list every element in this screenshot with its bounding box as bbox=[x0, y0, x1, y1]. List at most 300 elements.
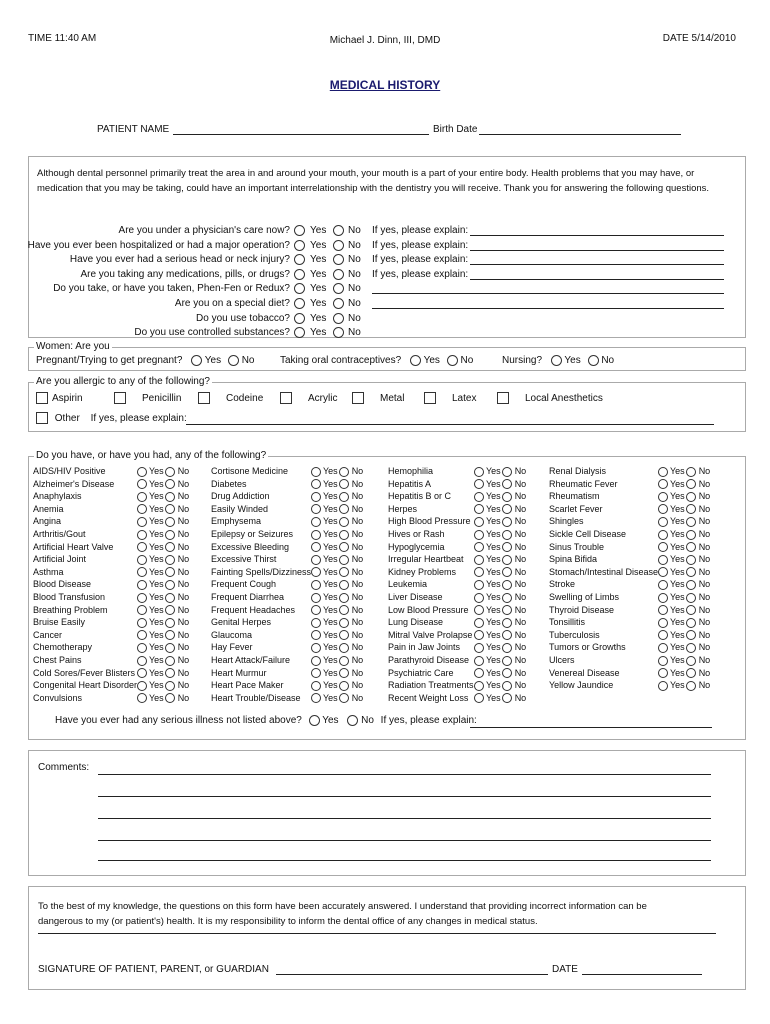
question-no-radio[interactable] bbox=[333, 327, 344, 338]
condition-row bbox=[549, 679, 718, 691]
condition-yes-radio[interactable] bbox=[311, 605, 321, 615]
condition-no-radio[interactable] bbox=[339, 693, 349, 703]
condition-no-radio[interactable] bbox=[502, 492, 512, 502]
condition-yes-label: Yes bbox=[323, 478, 338, 489]
attestation-text: To the best of my knowledge, the questions on this form have been accurately answered. I understand that providing incorrect information can be dangerous to my (or patient's) health. It is my responsibility to inform the dental office of any changes in medical status. bbox=[38, 901, 647, 927]
condition-yes-radio[interactable] bbox=[474, 618, 484, 628]
condition-no-label: No bbox=[351, 604, 364, 615]
condition-yes-radio[interactable] bbox=[474, 668, 484, 678]
condition-yes-radio[interactable] bbox=[137, 593, 147, 603]
condition-yes-radio[interactable] bbox=[474, 643, 484, 653]
condition-yes-radio[interactable] bbox=[137, 517, 147, 527]
condition-no-radio[interactable] bbox=[686, 618, 696, 628]
condition-no-label: No bbox=[698, 503, 711, 514]
condition-no-radio[interactable] bbox=[165, 504, 175, 514]
question-yes-radio[interactable] bbox=[294, 269, 305, 280]
condition-row bbox=[211, 591, 371, 603]
question-yes-radio[interactable] bbox=[294, 254, 305, 265]
condition-no-radio[interactable] bbox=[686, 605, 696, 615]
condition-label: Pain in Jaw Joints bbox=[388, 642, 461, 653]
condition-no-radio[interactable] bbox=[165, 656, 175, 666]
condition-yes-radio[interactable] bbox=[137, 605, 147, 615]
condition-no-radio[interactable] bbox=[686, 643, 696, 653]
question-label: Are you taking any medications, pills, or drugs? bbox=[80, 268, 290, 280]
condition-yes-no bbox=[658, 578, 710, 590]
condition-row bbox=[33, 465, 197, 477]
condition-no-label: No bbox=[514, 592, 527, 602]
condition-yes-radio[interactable] bbox=[658, 593, 668, 603]
condition-no-radio[interactable] bbox=[339, 643, 349, 653]
condition-no-label: No bbox=[177, 491, 190, 502]
condition-no-radio[interactable] bbox=[165, 492, 175, 502]
question-yes-radio[interactable] bbox=[294, 298, 305, 309]
condition-no-label: No bbox=[177, 579, 190, 590]
condition-yes-radio[interactable] bbox=[474, 605, 484, 615]
allergy-checkbox[interactable] bbox=[424, 392, 436, 404]
question-no-radio[interactable] bbox=[333, 313, 344, 324]
question-explain-field[interactable] bbox=[372, 308, 724, 309]
allergy-other-checkbox[interactable] bbox=[36, 412, 48, 424]
condition-label: Hemophilia bbox=[388, 466, 434, 476]
condition-no-radio[interactable] bbox=[339, 542, 349, 552]
condition-no-radio[interactable] bbox=[686, 630, 696, 640]
condition-yes-radio[interactable] bbox=[311, 517, 321, 527]
condition-label: Genital Herpes bbox=[211, 617, 272, 628]
question-explain-field[interactable] bbox=[470, 250, 724, 251]
condition-no-label: No bbox=[177, 604, 190, 615]
condition-yes-radio[interactable] bbox=[474, 530, 484, 540]
question-no-radio[interactable] bbox=[333, 269, 344, 280]
allergy-checkbox[interactable] bbox=[198, 392, 210, 404]
condition-yes-radio[interactable] bbox=[658, 555, 668, 565]
condition-yes-radio[interactable] bbox=[658, 492, 668, 502]
question-label: Have you ever had a serious head or neck injury? bbox=[69, 254, 290, 266]
condition-yes-radio[interactable] bbox=[658, 656, 668, 666]
condition-no-label: No bbox=[514, 478, 527, 489]
condition-no-radio[interactable] bbox=[339, 681, 349, 691]
condition-yes-radio[interactable] bbox=[474, 630, 484, 640]
condition-row bbox=[388, 679, 534, 691]
question-label: Do you take, or have you taken, Phen-Fen or Redux? bbox=[53, 283, 290, 295]
condition-label: Kidney Problems bbox=[388, 566, 457, 577]
nursing-yes-radio[interactable] bbox=[551, 355, 562, 366]
condition-no-radio[interactable] bbox=[686, 479, 696, 489]
condition-row bbox=[549, 465, 718, 477]
condition-label: Stomach/Intestinal Disease bbox=[549, 566, 659, 577]
question-no-radio[interactable] bbox=[333, 254, 344, 265]
condition-no-label: No bbox=[177, 516, 190, 527]
condition-no-radio[interactable] bbox=[165, 693, 175, 703]
condition-no-radio[interactable] bbox=[339, 567, 349, 577]
nursing-label: Nursing? bbox=[502, 355, 543, 367]
question-no-radio[interactable] bbox=[333, 240, 344, 251]
condition-no-radio[interactable] bbox=[339, 593, 349, 603]
contraceptives-no-radio[interactable] bbox=[447, 355, 458, 366]
condition-no-radio[interactable] bbox=[686, 467, 696, 477]
question-yes-radio[interactable] bbox=[294, 240, 305, 251]
condition-yes-radio[interactable] bbox=[137, 668, 147, 678]
condition-yes-radio[interactable] bbox=[137, 656, 147, 666]
question-no-radio[interactable] bbox=[333, 283, 344, 294]
condition-yes-radio[interactable] bbox=[311, 668, 321, 678]
condition-no-radio[interactable] bbox=[339, 555, 349, 565]
condition-no-label: No bbox=[514, 466, 527, 476]
condition-no-radio[interactable] bbox=[165, 567, 175, 577]
comments-line-1[interactable] bbox=[98, 774, 711, 775]
condition-yes-label: Yes bbox=[323, 491, 338, 502]
allergy-checkbox[interactable] bbox=[352, 392, 364, 404]
condition-yes-radio[interactable] bbox=[311, 580, 321, 590]
condition-no-radio[interactable] bbox=[165, 555, 175, 565]
condition-yes-label: Yes bbox=[323, 466, 338, 476]
condition-no-label: No bbox=[177, 554, 190, 565]
condition-row bbox=[211, 478, 371, 490]
condition-yes-radio[interactable] bbox=[137, 530, 147, 540]
serious-illness-yes-radio[interactable] bbox=[309, 715, 320, 726]
condition-no-radio[interactable] bbox=[165, 681, 175, 691]
condition-yes-radio[interactable] bbox=[137, 504, 147, 514]
condition-no-radio[interactable] bbox=[502, 681, 512, 691]
allergy-checkbox[interactable] bbox=[280, 392, 292, 404]
condition-no-radio[interactable] bbox=[165, 643, 175, 653]
condition-no-radio[interactable] bbox=[339, 479, 349, 489]
condition-yes-no bbox=[474, 654, 526, 666]
condition-yes-radio[interactable] bbox=[311, 492, 321, 502]
condition-no-radio[interactable] bbox=[686, 580, 696, 590]
question-row bbox=[0, 239, 770, 253]
condition-yes-radio[interactable] bbox=[137, 681, 147, 691]
condition-row bbox=[33, 629, 197, 641]
condition-no-radio[interactable] bbox=[502, 542, 512, 552]
pregnant-yes-radio[interactable] bbox=[191, 355, 202, 366]
condition-no-radio[interactable] bbox=[165, 668, 175, 678]
condition-label: Tumors or Growths bbox=[549, 642, 626, 653]
condition-yes-radio[interactable] bbox=[137, 555, 147, 565]
condition-label: Excessive Thirst bbox=[211, 554, 277, 565]
condition-no-radio[interactable] bbox=[502, 517, 512, 527]
condition-yes-no bbox=[474, 692, 526, 704]
condition-no-radio[interactable] bbox=[686, 530, 696, 540]
question-explain-field[interactable] bbox=[470, 264, 724, 265]
condition-row bbox=[549, 515, 718, 527]
condition-yes-no bbox=[658, 490, 710, 502]
condition-yes-label: Yes bbox=[670, 466, 685, 476]
condition-yes-radio[interactable] bbox=[658, 668, 668, 678]
condition-yes-label: Yes bbox=[149, 604, 164, 615]
condition-yes-radio[interactable] bbox=[137, 580, 147, 590]
condition-no-radio[interactable] bbox=[686, 492, 696, 502]
question-yes-radio[interactable] bbox=[294, 283, 305, 294]
condition-yes-radio[interactable] bbox=[658, 567, 668, 577]
condition-no-radio[interactable] bbox=[686, 504, 696, 514]
condition-no-radio[interactable] bbox=[502, 693, 512, 703]
pregnant-no-radio[interactable] bbox=[228, 355, 239, 366]
condition-no-label: No bbox=[698, 466, 711, 476]
condition-yes-radio[interactable] bbox=[474, 681, 484, 691]
condition-no-radio[interactable] bbox=[165, 605, 175, 615]
condition-yes-no bbox=[658, 641, 710, 653]
condition-no-radio[interactable] bbox=[339, 618, 349, 628]
condition-yes-label: Yes bbox=[670, 554, 685, 565]
condition-yes-radio[interactable] bbox=[137, 567, 147, 577]
condition-no-radio[interactable] bbox=[686, 656, 696, 666]
condition-no-radio[interactable] bbox=[502, 580, 512, 590]
condition-yes-no bbox=[658, 591, 710, 603]
birth-date-field[interactable] bbox=[479, 134, 681, 135]
condition-yes-label: Yes bbox=[323, 541, 338, 552]
condition-yes-radio[interactable] bbox=[311, 467, 321, 477]
nursing-no-radio[interactable] bbox=[588, 355, 599, 366]
signature-field[interactable] bbox=[276, 974, 548, 975]
condition-yes-label: Yes bbox=[486, 579, 501, 590]
condition-yes-radio[interactable] bbox=[137, 467, 147, 477]
signature-date-field[interactable] bbox=[582, 974, 702, 975]
condition-label: Cold Sores/Fever Blisters bbox=[33, 667, 136, 678]
condition-no-radio[interactable] bbox=[165, 542, 175, 552]
condition-label: Emphysema bbox=[211, 516, 262, 527]
condition-yes-no bbox=[311, 641, 363, 653]
condition-yes-radio[interactable] bbox=[311, 618, 321, 628]
condition-yes-radio[interactable] bbox=[658, 530, 668, 540]
allergy-checkbox[interactable] bbox=[497, 392, 509, 404]
pregnant-no-label: No bbox=[241, 355, 255, 367]
condition-no-radio[interactable] bbox=[339, 504, 349, 514]
condition-no-radio[interactable] bbox=[502, 567, 512, 577]
condition-yes-radio[interactable] bbox=[137, 630, 147, 640]
condition-no-radio[interactable] bbox=[686, 593, 696, 603]
condition-no-label: No bbox=[351, 541, 364, 552]
condition-yes-radio[interactable] bbox=[658, 605, 668, 615]
condition-no-radio[interactable] bbox=[339, 656, 349, 666]
condition-no-radio[interactable] bbox=[165, 467, 175, 477]
allergy-label: Acrylic bbox=[308, 392, 338, 404]
condition-no-radio[interactable] bbox=[686, 567, 696, 577]
condition-yes-radio[interactable] bbox=[658, 630, 668, 640]
condition-no-label: No bbox=[514, 667, 527, 678]
allergy-explain-field[interactable] bbox=[186, 424, 714, 425]
condition-no-radio[interactable] bbox=[339, 630, 349, 640]
comments-line-2[interactable] bbox=[98, 796, 711, 797]
condition-no-radio[interactable] bbox=[165, 593, 175, 603]
condition-yes-radio[interactable] bbox=[658, 681, 668, 691]
condition-yes-no bbox=[474, 490, 526, 502]
condition-no-radio[interactable] bbox=[339, 605, 349, 615]
question-yes-radio[interactable] bbox=[294, 313, 305, 324]
condition-yes-label: Yes bbox=[486, 478, 501, 489]
condition-no-label: No bbox=[514, 655, 527, 665]
allergy-checkbox[interactable] bbox=[114, 392, 126, 404]
condition-yes-radio[interactable] bbox=[311, 643, 321, 653]
condition-no-radio[interactable] bbox=[165, 580, 175, 590]
condition-yes-radio[interactable] bbox=[474, 467, 484, 477]
condition-yes-no bbox=[137, 515, 189, 527]
condition-label: Spina Bifida bbox=[549, 554, 598, 565]
condition-yes-radio[interactable] bbox=[474, 693, 484, 703]
condition-yes-radio[interactable] bbox=[137, 479, 147, 489]
condition-yes-radio[interactable] bbox=[474, 656, 484, 666]
attestation-divider bbox=[38, 933, 716, 934]
allergy-checkbox[interactable] bbox=[36, 392, 48, 404]
condition-no-radio[interactable] bbox=[502, 643, 512, 653]
condition-no-radio[interactable] bbox=[165, 618, 175, 628]
question-row bbox=[0, 253, 770, 267]
condition-no-radio[interactable] bbox=[165, 479, 175, 489]
condition-yes-label: Yes bbox=[323, 516, 338, 527]
condition-yes-radio[interactable] bbox=[311, 593, 321, 603]
pregnant-yes-label: Yes bbox=[204, 355, 222, 367]
condition-yes-label: Yes bbox=[670, 642, 685, 653]
condition-yes-label: Yes bbox=[486, 516, 501, 527]
condition-no-radio[interactable] bbox=[165, 630, 175, 640]
condition-yes-no bbox=[658, 541, 710, 553]
condition-yes-no bbox=[474, 616, 526, 628]
question-yes-radio[interactable] bbox=[294, 327, 305, 338]
condition-yes-radio[interactable] bbox=[474, 517, 484, 527]
condition-row bbox=[388, 553, 534, 565]
condition-row bbox=[549, 478, 718, 490]
condition-yes-radio[interactable] bbox=[311, 504, 321, 514]
condition-row bbox=[211, 553, 371, 565]
condition-no-radio[interactable] bbox=[339, 530, 349, 540]
serious-illness-no-radio[interactable] bbox=[347, 715, 358, 726]
question-explain-field[interactable] bbox=[470, 235, 724, 236]
condition-yes-radio[interactable] bbox=[137, 618, 147, 628]
condition-label: Irregular Heartbeat bbox=[388, 554, 464, 565]
condition-no-radio[interactable] bbox=[339, 668, 349, 678]
condition-yes-radio[interactable] bbox=[311, 542, 321, 552]
condition-yes-radio[interactable] bbox=[311, 656, 321, 666]
condition-no-radio[interactable] bbox=[165, 530, 175, 540]
condition-yes-radio[interactable] bbox=[474, 567, 484, 577]
condition-yes-radio[interactable] bbox=[137, 542, 147, 552]
condition-yes-label: Yes bbox=[149, 629, 164, 640]
condition-label: Leukemia bbox=[388, 579, 428, 590]
contraceptives-yes-radio[interactable] bbox=[410, 355, 421, 366]
condition-yes-radio[interactable] bbox=[311, 530, 321, 540]
serious-illness-explain-field[interactable] bbox=[470, 727, 712, 728]
condition-no-radio[interactable] bbox=[339, 580, 349, 590]
condition-yes-no bbox=[137, 503, 189, 515]
condition-no-radio[interactable] bbox=[339, 467, 349, 477]
condition-yes-radio[interactable] bbox=[137, 643, 147, 653]
condition-yes-radio[interactable] bbox=[658, 467, 668, 477]
condition-yes-label: Yes bbox=[323, 566, 338, 577]
condition-yes-radio[interactable] bbox=[658, 517, 668, 527]
condition-no-radio[interactable] bbox=[502, 467, 512, 477]
condition-no-label: No bbox=[514, 566, 527, 577]
condition-no-radio[interactable] bbox=[502, 593, 512, 603]
condition-no-radio[interactable] bbox=[686, 555, 696, 565]
condition-yes-radio[interactable] bbox=[311, 681, 321, 691]
comments-line-4[interactable] bbox=[98, 840, 711, 841]
condition-no-radio[interactable] bbox=[339, 492, 349, 502]
condition-no-radio[interactable] bbox=[502, 504, 512, 514]
condition-yes-label: Yes bbox=[149, 466, 164, 476]
condition-yes-label: Yes bbox=[149, 592, 164, 602]
condition-yes-radio[interactable] bbox=[658, 479, 668, 489]
question-explain-field[interactable] bbox=[470, 279, 724, 280]
condition-row bbox=[549, 490, 718, 502]
question-yes-radio[interactable] bbox=[294, 225, 305, 236]
condition-no-radio[interactable] bbox=[502, 555, 512, 565]
condition-no-label: No bbox=[177, 692, 190, 703]
condition-no-radio[interactable] bbox=[502, 530, 512, 540]
condition-label: Hepatitis A bbox=[388, 478, 432, 489]
condition-yes-radio[interactable] bbox=[474, 555, 484, 565]
question-no-radio[interactable] bbox=[333, 225, 344, 236]
condition-no-radio[interactable] bbox=[165, 517, 175, 527]
condition-yes-radio[interactable] bbox=[474, 580, 484, 590]
question-explain-field[interactable] bbox=[372, 293, 724, 294]
condition-row bbox=[33, 679, 197, 691]
question-no-radio[interactable] bbox=[333, 298, 344, 309]
condition-no-label: No bbox=[177, 629, 190, 640]
condition-row bbox=[211, 541, 371, 553]
condition-no-radio[interactable] bbox=[686, 517, 696, 527]
condition-no-radio[interactable] bbox=[686, 681, 696, 691]
condition-yes-radio[interactable] bbox=[311, 567, 321, 577]
condition-label: High Blood Pressure bbox=[388, 516, 471, 527]
condition-yes-radio[interactable] bbox=[137, 492, 147, 502]
condition-row bbox=[33, 641, 197, 653]
condition-yes-radio[interactable] bbox=[474, 504, 484, 514]
condition-no-label: No bbox=[514, 642, 527, 653]
condition-yes-radio[interactable] bbox=[311, 479, 321, 489]
condition-label: Liver Disease bbox=[388, 592, 443, 602]
condition-yes-radio[interactable] bbox=[137, 693, 147, 703]
condition-yes-radio[interactable] bbox=[311, 630, 321, 640]
condition-label: Herpes bbox=[388, 503, 418, 514]
condition-yes-radio[interactable] bbox=[658, 643, 668, 653]
condition-yes-radio[interactable] bbox=[474, 492, 484, 502]
question-label: Are you under a physician's care now? bbox=[118, 225, 290, 236]
question-yes-label: Yes bbox=[310, 298, 327, 309]
condition-no-radio[interactable] bbox=[502, 605, 512, 615]
condition-no-radio[interactable] bbox=[502, 479, 512, 489]
question-row bbox=[0, 224, 770, 238]
condition-yes-radio[interactable] bbox=[474, 593, 484, 603]
condition-no-radio[interactable] bbox=[339, 517, 349, 527]
patient-name-field[interactable] bbox=[173, 134, 429, 135]
condition-no-label: No bbox=[698, 491, 711, 502]
condition-yes-radio[interactable] bbox=[474, 479, 484, 489]
condition-yes-radio[interactable] bbox=[658, 542, 668, 552]
condition-no-label: No bbox=[351, 579, 364, 590]
condition-row bbox=[388, 541, 534, 553]
question-label: Are you on a special diet? bbox=[174, 298, 290, 309]
condition-yes-radio[interactable] bbox=[658, 504, 668, 514]
condition-no-radio[interactable] bbox=[502, 656, 512, 666]
condition-no-radio[interactable] bbox=[502, 630, 512, 640]
condition-label: Bruise Easily bbox=[33, 617, 86, 628]
condition-no-radio[interactable] bbox=[686, 542, 696, 552]
allergy-label: Penicillin bbox=[142, 392, 182, 404]
comments-line-5[interactable] bbox=[98, 860, 711, 861]
condition-yes-radio[interactable] bbox=[311, 693, 321, 703]
date-label: DATE 5/14/2010 bbox=[662, 33, 736, 44]
condition-no-radio[interactable] bbox=[502, 668, 512, 678]
condition-no-radio[interactable] bbox=[686, 668, 696, 678]
comments-line-3[interactable] bbox=[98, 818, 711, 819]
condition-yes-radio[interactable] bbox=[658, 618, 668, 628]
condition-yes-no bbox=[137, 667, 189, 679]
condition-yes-radio[interactable] bbox=[474, 542, 484, 552]
condition-yes-radio[interactable] bbox=[311, 555, 321, 565]
condition-row bbox=[388, 641, 534, 653]
condition-yes-no bbox=[137, 478, 189, 490]
condition-no-radio[interactable] bbox=[502, 618, 512, 628]
condition-yes-radio[interactable] bbox=[658, 580, 668, 590]
